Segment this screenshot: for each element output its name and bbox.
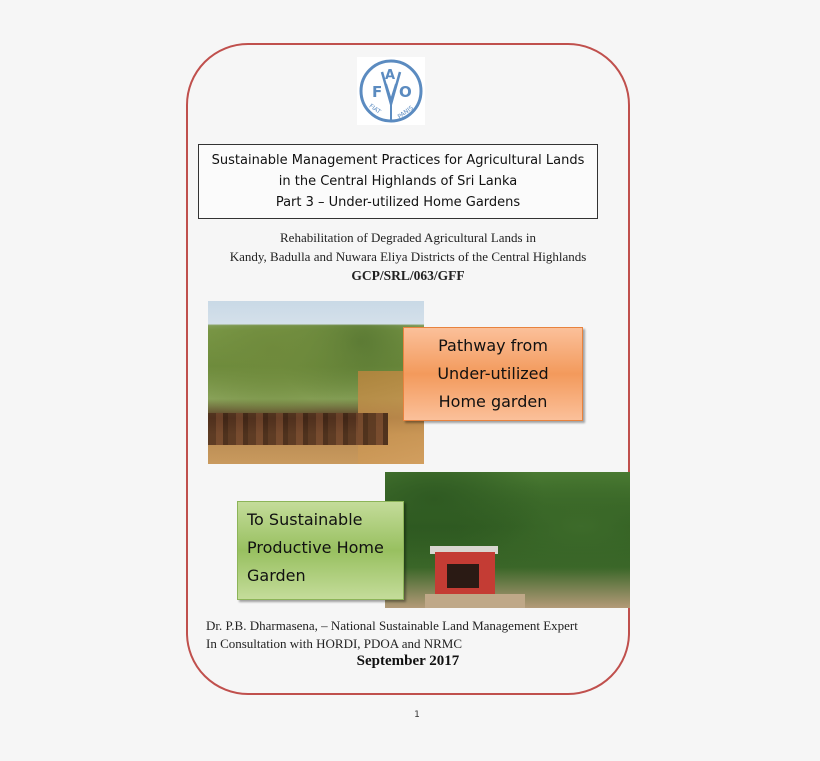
callout-green-line-2: Productive Home: [247, 538, 384, 557]
fao-logo-icon: [358, 58, 424, 124]
svg-text:FIAT: FIAT: [367, 102, 382, 116]
stone-terrace: [208, 413, 388, 445]
project-subtitle: [198, 228, 618, 285]
callout-orange-line-2: Under-utilized: [437, 364, 549, 383]
fao-logo: [357, 57, 425, 125]
svg-text:F: F: [372, 83, 383, 101]
callout-green-line-1: To Sustainable: [247, 510, 363, 529]
consultation-line: In Consultation with HORDI, PDOA and NRMC: [206, 636, 463, 651]
svg-text:PANIS: PANIS: [396, 104, 415, 121]
garden-path: [425, 594, 525, 608]
callout-orange-line-3: Home garden: [438, 392, 548, 411]
to-sustainable-callout: [237, 501, 404, 600]
svg-text:A: A: [385, 68, 396, 83]
sustainable-home-garden-photo: [385, 472, 630, 608]
subtitle-line-2: Kandy, Badulla and Nuwara Eliya Districts of the Central Highlands: [229, 249, 587, 264]
project-code: GCP/SRL/063/GFF: [351, 268, 465, 283]
title-box: [198, 144, 598, 219]
title-line-1: Sustainable Management Practices for Agricultural Lands: [211, 153, 585, 168]
author-block: [206, 617, 626, 653]
title-line-3: Part 3 – Under-utilized Home Gardens: [275, 195, 521, 210]
subtitle-line-1: Rehabilitation of Degraded Agricultural Lands in: [280, 230, 536, 245]
svg-text:O: O: [399, 83, 412, 101]
under-utilized-home-garden-photo: [208, 301, 424, 464]
author-line: Dr. P.B. Dharmasena, – National Sustainable Land Management Expert: [206, 618, 578, 633]
callout-green-line-3: Garden: [247, 566, 306, 585]
title-line-2: in the Central Highlands of Sri Lanka: [278, 174, 518, 189]
publication-date: September 2017: [356, 653, 460, 669]
pathway-from-callout: [403, 327, 583, 421]
callout-orange-line-1: Pathway from: [438, 336, 548, 355]
house-door: [447, 564, 479, 588]
page-number: 1: [414, 710, 420, 720]
